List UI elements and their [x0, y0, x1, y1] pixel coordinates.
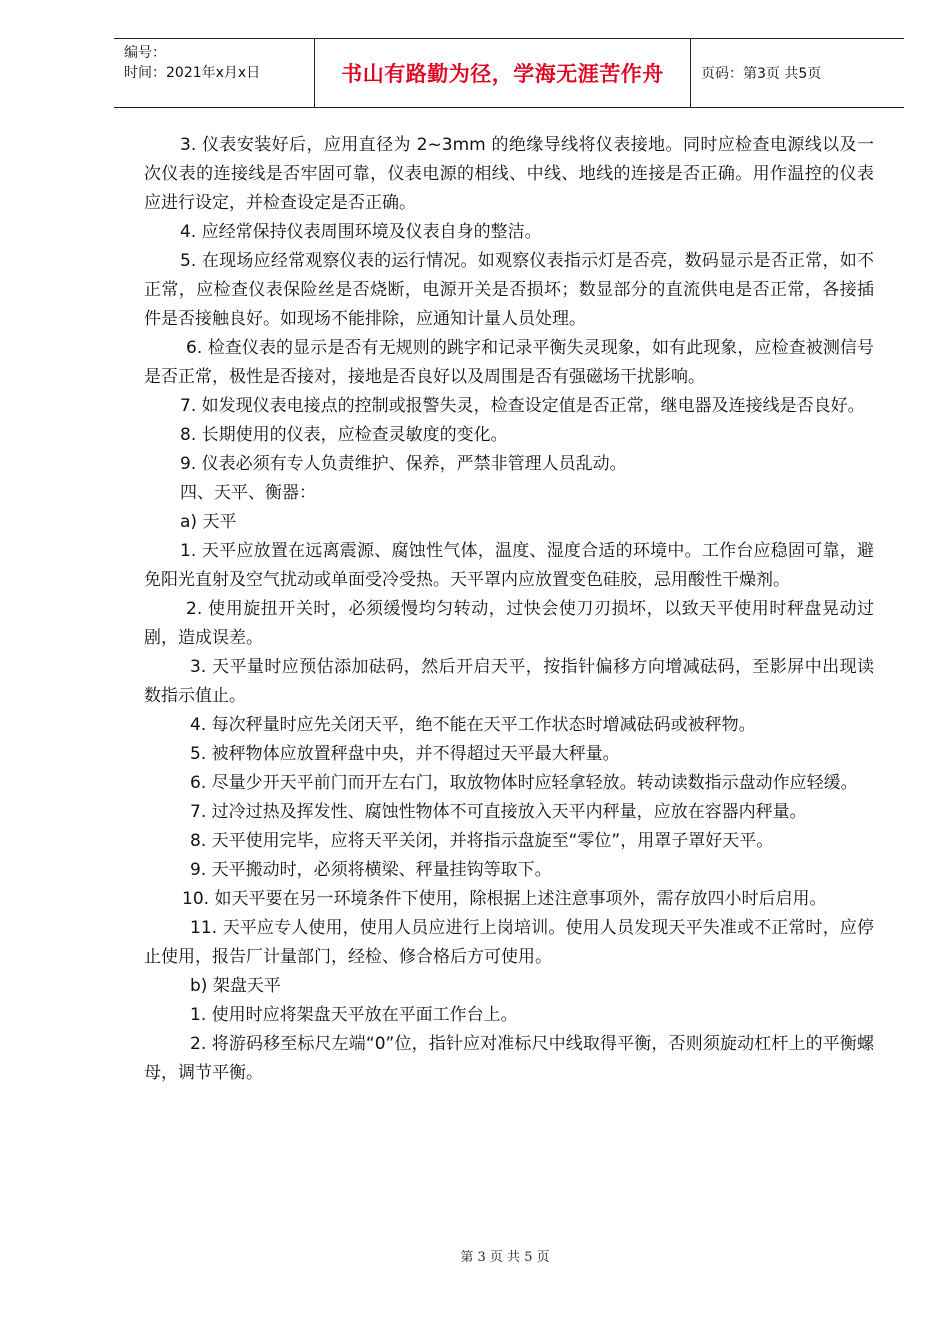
header-motto: 书山有路勤为径，学海无涯苦作舟: [341, 61, 664, 86]
body-paragraph: 10. 如天平要在另一环境条件下使用，除根据上述注意事项外，需存放四小时后启用。: [182, 889, 827, 909]
body-paragraph: 11. 天平应专人使用，使用人员应进行上岗培训。使用人员发现天平失准或不正常时，应停止使用，报告厂计量部门，经检、修合格后方可使用。: [144, 918, 874, 967]
document-number: 编号：: [124, 45, 166, 61]
body-paragraph: 1. 天平应放置在远离震源、腐蚀性气体，温度、湿度合适的环境中。工作台应稳固可靠，避免阳光直射及空气扰动或单面受冷受热。天平罩内应放置变色硅胶，忌用酸性干燥剂。: [144, 541, 874, 590]
document-body: [144, 131, 874, 1088]
document-time: 时间：2021年x月x日: [124, 65, 261, 81]
body-paragraph: a) 天平: [180, 512, 237, 532]
body-paragraph: 3. 天平量时应预估添加砝码，然后开启天平，按指针偏移方向增减砝码，至影屏中出现读数指示值止。: [144, 657, 874, 706]
body-paragraph: 9. 天平搬动时，必须将横梁、秤量挂钩等取下。: [190, 860, 552, 880]
footer-page-indicator: 第 3 页 共 5 页: [460, 1250, 550, 1265]
body-paragraph: 3. 仪表安装好后，应用直径为 2~3mm 的绝缘导线将仪表接地。同时应检查电源线以及一次仪表的连接线是否牢固可靠，仪表电源的相线、中线、地线的连接是否正确。用作温控的仪表应进行设定，并检查设定是否正确。: [144, 135, 874, 213]
body-paragraph: 4. 应经常保持仪表周围环境及仪表自身的整洁。: [180, 222, 542, 242]
body-paragraph: 8. 天平使用完毕，应将天平关闭，并将指示盘旋至“零位”，用罩子罩好天平。: [190, 831, 774, 851]
body-paragraph: 7. 过冷过热及挥发性、腐蚀性物体不可直接放入天平内秤量，应放在容器内秤量。: [190, 802, 807, 822]
body-paragraph: 2. 使用旋扭开关时，必须缓慢均匀转动，过快会使刀刃损坏，以致天平使用时秤盘晃动过剧，造成误差。: [144, 599, 874, 648]
body-paragraph: 8. 长期使用的仪表，应检查灵敏度的变化。: [180, 425, 508, 445]
body-paragraph: 5. 在现场应经常观察仪表的运行情况。如观察仪表指示灯是否亮，数码显示是否正常，如不正常，应检查仪表保险丝是否烧断，电源开关是否损坏；数显部分的直流供电是否正常，各接插件是否接触良好。如现场不能排除，应通知计量人员处理。: [144, 251, 874, 329]
body-paragraph: b) 架盘天平: [190, 976, 281, 996]
body-paragraph: 四、天平、衡器：: [180, 483, 316, 503]
body-paragraph: 6. 检查仪表的显示是否有无规则的跳字和记录平衡失灵现象，如有此现象，应检查被测信号是否正常，极性是否接对，接地是否良好以及周围是否有强磁场干扰影响。: [144, 338, 874, 387]
header-meta: [114, 39, 315, 107]
body-paragraph: 7. 如发现仪表电接点的控制或报警失灵，检查设定值是否正常，继电器及连接线是否良好。: [180, 396, 865, 416]
page-header: [114, 38, 904, 108]
header-motto-cell: [315, 39, 691, 107]
body-paragraph: 9. 仪表必须有专人负责维护、保养，严禁非管理人员乱动。: [180, 454, 627, 474]
body-paragraph: 4. 每次秤量时应先关闭天平，绝不能在天平工作状态时增减砝码或被秤物。: [190, 715, 756, 735]
header-page-number: 页码：第3页 共5页: [701, 66, 822, 82]
body-paragraph: 2. 将游码移至标尺左端“0”位，指针应对准标尺中线取得平衡，否则须旋动杠杆上的平衡螺母，调节平衡。: [144, 1034, 874, 1083]
page-footer: [0, 1246, 950, 1265]
body-paragraph: 5. 被秤物体应放置秤盘中央，并不得超过天平最大秤量。: [190, 744, 620, 764]
header-page-cell: [691, 39, 904, 107]
body-paragraph: 6. 尽量少开天平前门而开左右门，取放物体时应轻拿轻放。转动读数指示盘动作应轻缓。: [190, 773, 858, 793]
body-paragraph: 1. 使用时应将架盘天平放在平面工作台上。: [190, 1005, 518, 1025]
